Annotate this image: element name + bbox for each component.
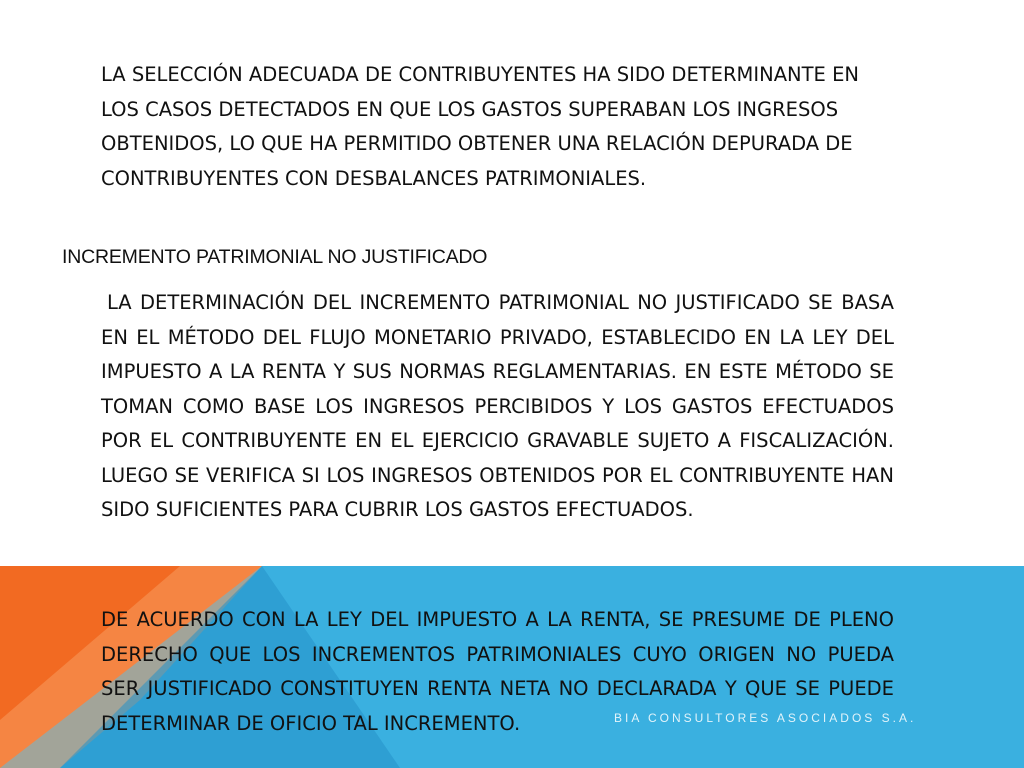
footer-company-name: BIA CONSULTORES ASOCIADOS S.A. [614, 711, 917, 725]
paragraph-determinacion: LA DETERMINACIÓN DEL INCREMENTO PATRIMONIAL NO JUSTIFICADO SE BASA EN EL MÉTODO DEL FLUJO MONETARIO PRIVADO, ESTABLECIDO EN LA LEY DEL IMPUESTO A LA RENTA Y SUS NORMAS REGLAMENTARIAS. EN ESTE MÉTODO SE TOMAN COMO BASE LOS INGRESOS PERCIBIDOS Y LOS GASTOS EFECTUADOS POR EL CONTRIBUYENTE EN EL EJERCICIO GRAVABLE SUJETO A FISCALIZACIÓN. LUEGO SE VERIFICA SI LOS INGRESOS OBTENIDOS POR EL CONTRIBUYENTE HAN SIDO SUFICIENTES PARA CUBRIR LOS GASTOS EFECTUADOS. [101, 291, 894, 521]
paragraph-seleccion: LA SELECCIÓN ADECUADA DE CONTRIBUYENTES HA SIDO DETERMINANTE EN LOS CASOS DETECTADOS EN QUE LOS GASTOS SUPERABAN LOS INGRESOS OBTENIDOS, LO QUE HA PERMITIDO OBTENER UNA RELACIÓN DEPURADA DE CONTRIBUYENTES CON DESBALANCES PATRIMONIALES. [101, 63, 859, 190]
paragraph-ley-impuesto: DE ACUERDO CON LA LEY DEL IMPUESTO A LA RENTA, SE PRESUME DE PLENO DERECHO QUE LOS INCREMENTOS PATRIMONIALES CUYO ORIGEN NO PUEDA SER JUSTIFICADO CONSTITUYEN RENTA NETA NO DECLARADA Y QUE SE PUEDE DETERMINAR DE OFICIO TAL INCREMENTO. [101, 608, 894, 735]
section-heading: INCREMENTO PATRIMONIAL NO JUSTIFICADO [62, 246, 488, 268]
